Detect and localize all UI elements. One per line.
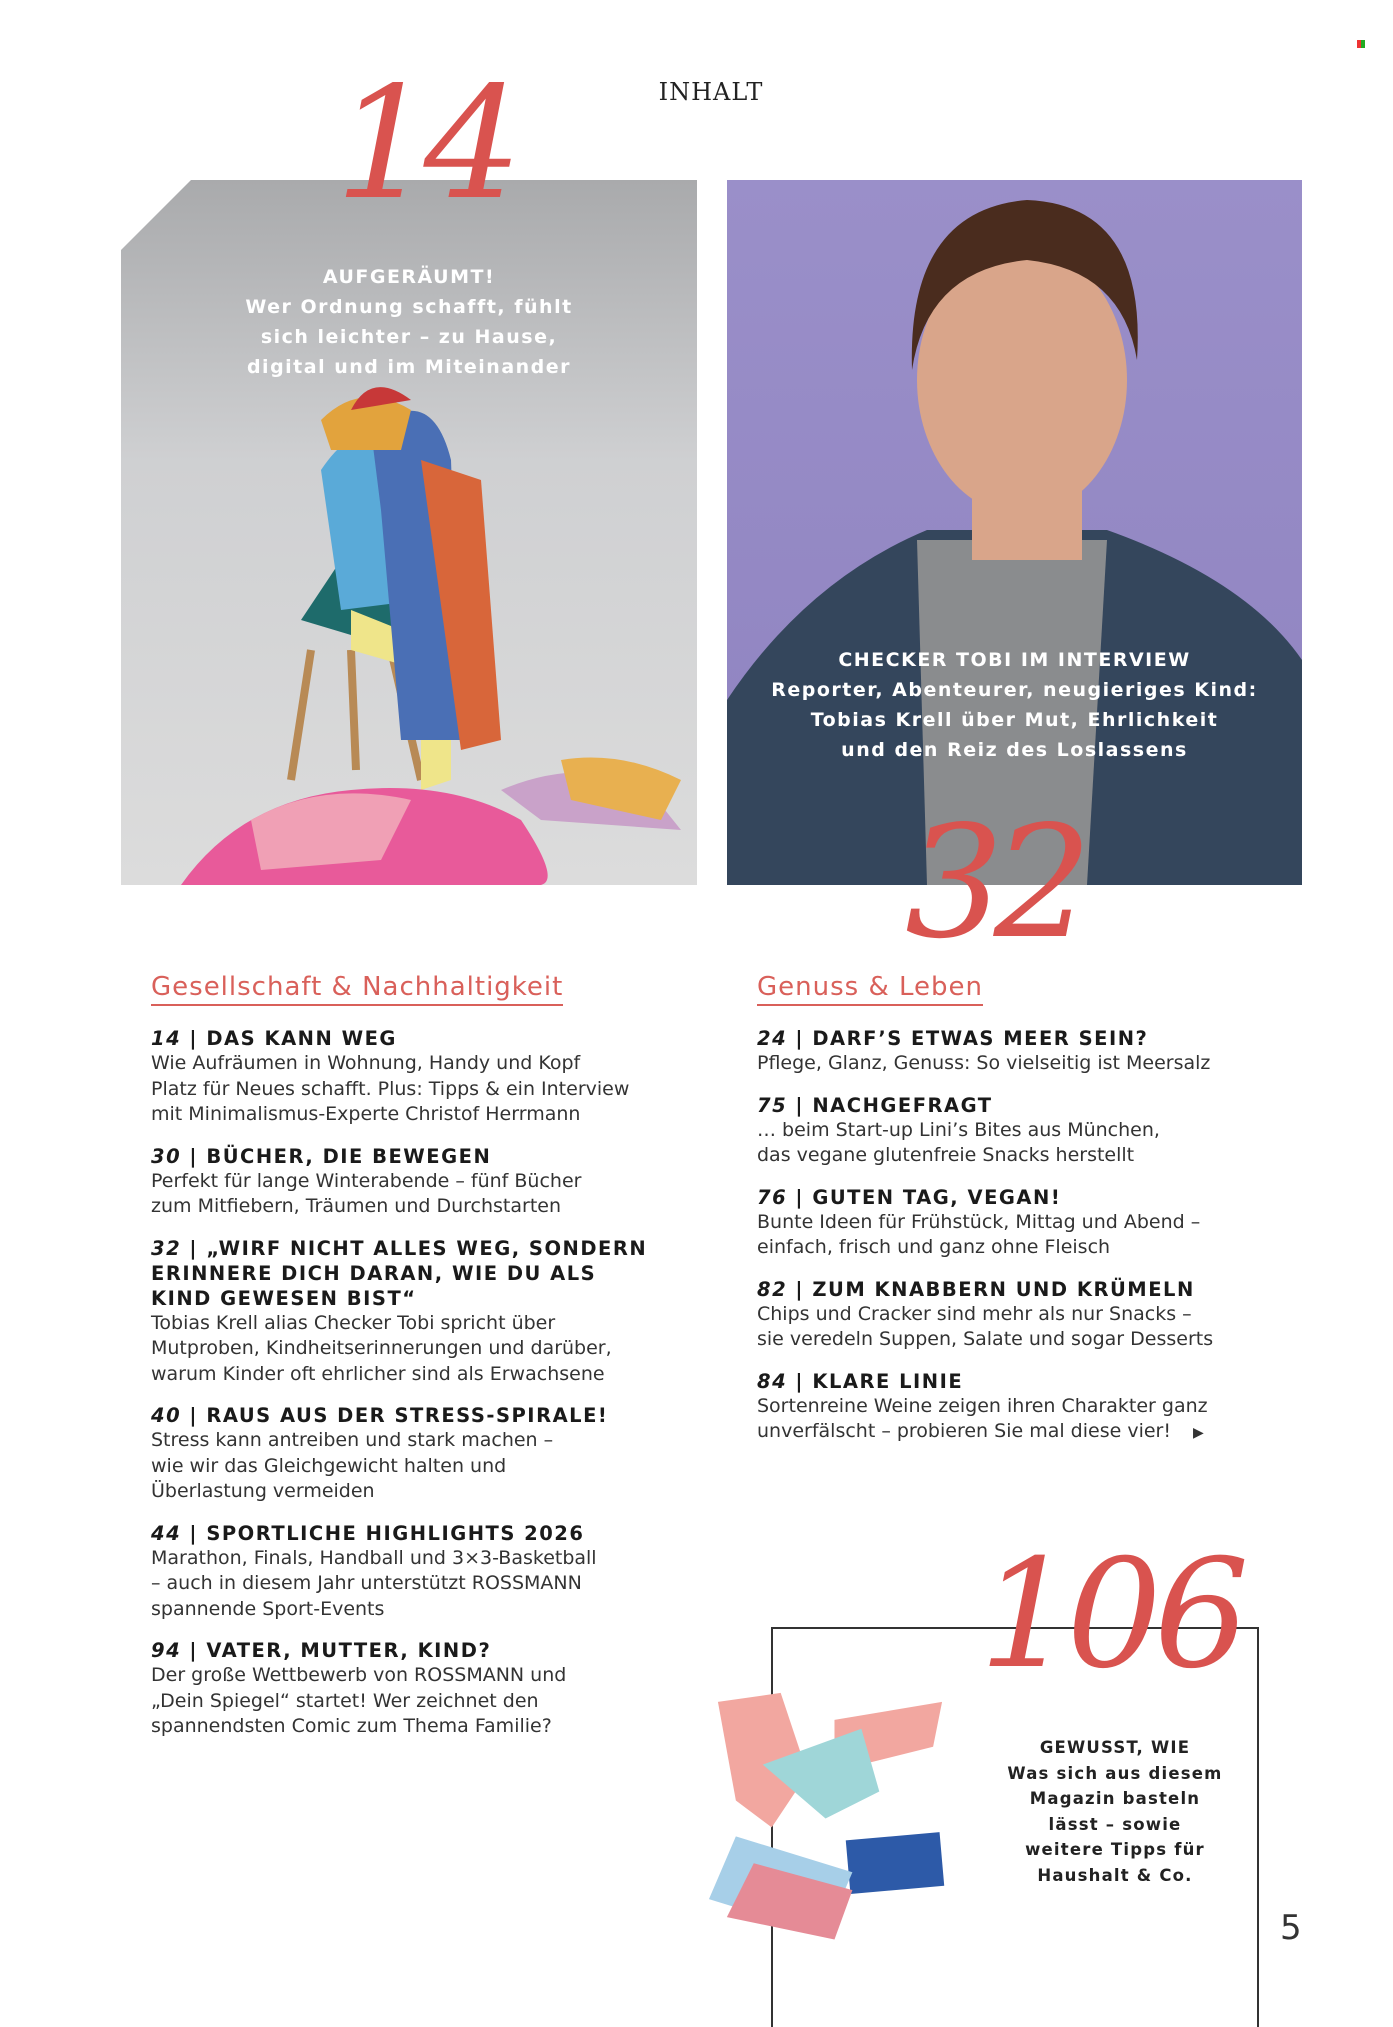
entry-title: GUTEN TAG, VEGAN! [812, 1185, 1062, 1209]
toc-entry[interactable] [151, 1521, 696, 1623]
toc-entry[interactable] [757, 1026, 1317, 1077]
entry-page: 84 [757, 1369, 788, 1393]
entry-text: Überlastung vermeiden [151, 1480, 375, 1502]
feature-page-number-14: 14 [335, 53, 513, 234]
entry-heading: 24 | DARF’S ETWAS MEER SEIN? [757, 1027, 1149, 1050]
caption-line: Tobias Krell über Mut, Ehrlichkeit [810, 709, 1219, 731]
entry-page: 24 [757, 1027, 788, 1050]
toc-entry[interactable] [757, 1185, 1317, 1261]
entry-page: 94 [151, 1639, 182, 1662]
entry-title: RAUS AUS DER STRESS-SPIRALE! [206, 1404, 609, 1427]
caption-line: Reporter, Abenteurer, neugieriges Kind: [771, 679, 1258, 701]
feature-caption-checker-tobi [727, 645, 1302, 765]
entry-text: wie wir das Gleichgewicht halten und [151, 1454, 507, 1477]
caption-line: lässt – sowie [1048, 1814, 1182, 1834]
entry-text: einfach, frisch und ganz ohne Fleisch [757, 1236, 1111, 1258]
entry-text: das vegane glutenfreie Snacks herstellt [757, 1144, 1135, 1166]
entry-page: 82 [757, 1277, 788, 1301]
entry-text: Perfekt für lange Winterabende – fünf Bücher [151, 1169, 582, 1192]
caption-line: Wer Ordnung schafft, fühlt [245, 296, 573, 318]
entry-heading: 32 | „WIRF NICHT ALLES WEG, SONDERN ERINNERE DICH DARAN, WIE DU ALS KIND GEWESEN BIST“ [151, 1236, 648, 1310]
entry-text: Mutproben, Kindheitserinnerungen und darüber, [151, 1337, 612, 1359]
entry-heading: 30 | BÜCHER, DIE BEWEGEN [151, 1144, 492, 1168]
entry-title: BÜCHER, DIE BEWEGEN [206, 1144, 492, 1168]
caption-kicker: AUFGERÄUMT! [322, 266, 496, 288]
section-title: Genuss & Leben [757, 972, 983, 1006]
entry-title: SPORTLICHE HIGHLIGHTS 2026 [206, 1521, 585, 1545]
caption-line: und den Reiz des Loslassens [841, 739, 1188, 761]
entry-text: Tobias Krell alias Checker Tobi spricht über [151, 1311, 556, 1334]
entry-title: KLARE LINIE [812, 1369, 964, 1393]
entry-text: Chips und Cracker sind mehr als nur Snacks – [757, 1302, 1192, 1325]
caption-line: sich leichter – zu Hause, [260, 326, 558, 348]
entry-title: NACHGEFRAGT [812, 1093, 993, 1117]
entry-heading: 76 | GUTEN TAG, VEGAN! [757, 1185, 1062, 1209]
caption-line: Was sich aus diesem [1007, 1763, 1223, 1783]
entry-text: Bunte Ideen für Frühstück, Mittag und Abend – [757, 1210, 1201, 1233]
entry-heading: 44 | SPORTLICHE HIGHLIGHTS 2026 [151, 1521, 585, 1545]
entry-heading: 82 | ZUM KNABBERN UND KRÜMELN [757, 1277, 1195, 1301]
entry-page: 32 [151, 1236, 182, 1260]
entry-page: 30 [151, 1144, 182, 1168]
entry-text: „Dein Spiegel“ startet! Wer zeichnet den [151, 1689, 539, 1712]
entry-title: DARF’S ETWAS MEER SEIN? [812, 1027, 1149, 1050]
feature-caption-tidying [121, 262, 697, 382]
entry-title: DAS KANN WEG [206, 1027, 397, 1050]
crafting-hands-illustration [700, 1660, 960, 1950]
entry-text: Marathon, Finals, Handball und 3×3-Basketball [151, 1546, 597, 1569]
caption-kicker: CHECKER TOBI IM INTERVIEW [838, 649, 1191, 671]
toc-entry[interactable] [757, 1093, 1317, 1169]
entry-page: 76 [757, 1185, 788, 1209]
caption-line: Magazin basteln [1029, 1789, 1201, 1808]
toc-entry[interactable] [151, 1026, 696, 1128]
toc-entry[interactable] [757, 1277, 1317, 1353]
portrait-illustration [727, 180, 1302, 885]
entry-text: Stress kann antreiben und stark machen – [151, 1429, 554, 1451]
caption-kicker: GEWUSST, WIE [1039, 1738, 1191, 1757]
toc-entry[interactable] [151, 1144, 696, 1220]
entry-text: spannendsten Comic zum Thema Familie? [151, 1715, 552, 1737]
entry-title: „WIRF NICHT ALLES WEG, SONDERN ERINNERE DICH DARAN, WIE DU ALS KIND GEWESEN BIST“ [151, 1236, 648, 1310]
entry-heading: 14 | DAS KANN WEG [151, 1027, 397, 1050]
entry-heading: 94 | VATER, MUTTER, KIND? [151, 1639, 492, 1662]
entry-text: … beim Start-up Lini’s Bites aus München, [757, 1118, 1160, 1141]
entry-text: – auch in diesem Jahr unterstützt ROSSMANN [151, 1572, 582, 1594]
section-society [151, 972, 696, 1756]
entry-page: 40 [151, 1404, 182, 1427]
entry-text: Platz für Neues schafft. Plus: Tipps & ein Interview [151, 1077, 630, 1100]
entry-heading: 40 | RAUS AUS DER STRESS-SPIRALE! [151, 1404, 609, 1427]
page-title: INHALT [658, 78, 764, 106]
feature-page-number-32: 32 [905, 792, 1083, 973]
continue-arrow-icon: ▶ [1192, 1425, 1204, 1441]
toc-entry[interactable] [151, 1236, 696, 1388]
toc-entry[interactable] [151, 1638, 696, 1740]
entry-text: warum Kinder oft ehrlicher sind als Erwachsene [151, 1362, 605, 1385]
entry-heading: 84 | KLARE LINIE [757, 1369, 964, 1393]
section-food-life [757, 972, 1317, 1463]
entry-title: VATER, MUTTER, KIND? [206, 1639, 492, 1662]
caption-line: digital und im Miteinander [246, 356, 572, 378]
corner-marker [1357, 40, 1365, 48]
entry-page: 44 [151, 1521, 182, 1545]
entry-text: Sortenreine Weine zeigen ihren Charakter ganz [757, 1394, 1208, 1417]
entry-page: 75 [757, 1093, 788, 1117]
entry-text: Wie Aufräumen in Wohnung, Handy und Kopf [151, 1052, 581, 1074]
page-number: 5 [1280, 1908, 1302, 1948]
entry-text: unverfälscht – probieren Sie mal diese vier! [757, 1420, 1171, 1442]
entry-title: ZUM KNABBERN UND KRÜMELN [812, 1277, 1195, 1301]
entry-heading: 75 | NACHGEFRAGT [757, 1093, 993, 1117]
entry-text: mit Minimalismus-Experte Christof Herrmann [151, 1103, 581, 1125]
entry-text: zum Mitfiebern, Träumen und Durchstarten [151, 1195, 562, 1217]
toc-entry[interactable] [757, 1369, 1317, 1447]
caption-line: weitere Tipps für [1025, 1840, 1205, 1859]
entry-page: 14 [151, 1027, 182, 1050]
feature-caption-diy [1000, 1735, 1230, 1888]
feature-photo-checker-tobi[interactable] [727, 180, 1302, 885]
entry-text: sie veredeln Suppen, Salate und sogar Desserts [757, 1328, 1214, 1350]
feature-page-number-106: 106 [979, 1528, 1242, 1702]
toc-entry[interactable] [151, 1403, 696, 1505]
entry-text: spannende Sport-Events [151, 1597, 385, 1620]
entry-text: Der große Wettbewerb von ROSSMANN und [151, 1664, 567, 1686]
caption-line: Haushalt & Co. [1037, 1865, 1193, 1885]
section-title: Gesellschaft & Nachhaltigkeit [151, 972, 563, 1006]
entry-text: Pflege, Glanz, Genuss: So vielseitig ist Meersalz [757, 1052, 1211, 1074]
